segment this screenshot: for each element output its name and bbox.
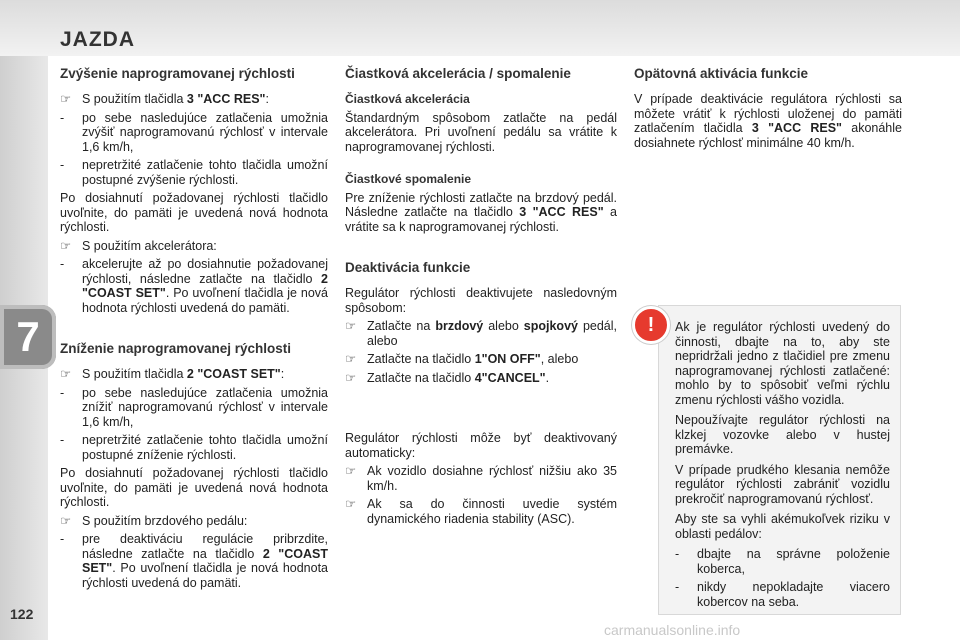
paragraph: Regulátor rýchlosti deaktivujete nasledovným spôsobom: bbox=[345, 286, 617, 315]
list-item: ☞ Zatlačte na tlačidlo 1"ON OFF", alebo bbox=[345, 352, 579, 366]
bullet-icon: ☞ bbox=[60, 367, 72, 381]
section-title-partial: Čiastková akcelerácia / spomalenie bbox=[345, 66, 571, 81]
paragraph: V prípade deaktivácie regulátora rýchlosti sa môžete vrátiť k rýchlosti uloženej do pamäti zatlačením tlačidla 3 "ACC RES" akonáhle dosiahnete rýchlosť minimálne 40 km/h. bbox=[634, 92, 902, 150]
column-speed-adjust bbox=[60, 66, 328, 594]
page-title: JAZDA bbox=[60, 28, 136, 51]
bullet-icon: ☞ bbox=[345, 352, 357, 366]
list-item: - pre deaktiváciu regulácie pribrzdite, následne zatlačte na tlačidlo 2 "COAST SET". Po uvoľnení tlačidla je nová hodnota rýchlosti uvedená do pamäti. bbox=[60, 532, 328, 590]
bullet-icon: ☞ bbox=[60, 513, 72, 528]
dash-marker: - bbox=[675, 547, 680, 561]
list-item: - nikdy nepokladajte viacero kobercov na seba. bbox=[675, 580, 890, 609]
section-title-decrease: Zníženie naprogramovanej rýchlosti bbox=[60, 341, 292, 356]
list-item: ☞ S použitím tlačidla 3 "ACC RES": bbox=[60, 92, 269, 106]
dash-marker: - bbox=[60, 385, 65, 400]
watermark: carmanualsonline.info bbox=[604, 622, 741, 638]
chapter-tab[interactable]: 7 bbox=[0, 305, 56, 369]
bullet-icon: ☞ bbox=[345, 319, 357, 333]
list-item: ☞ Ak vozidlo dosiahne rýchlosť nižšiu ako 35 km/h. bbox=[345, 464, 617, 493]
warning-exclamation-icon: ! bbox=[632, 306, 670, 344]
list-item: ☞ Zatlačte na brzdový alebo spojkový pedál, alebo bbox=[345, 319, 617, 348]
paragraph: Štandardným spôsobom zatlačte na pedál akcelerátora. Pri uvoľnení pedálu sa vrátite k naprogramovanej rýchlosti. bbox=[345, 110, 617, 154]
dash-marker: - bbox=[60, 532, 65, 546]
dash-marker: - bbox=[60, 158, 65, 172]
list-item: - akcelerujte až po dosiahnutie požadovanej rýchlosti, následne zatlačte na tlačidlo 2 "COAST SET". Po uvoľnení tlačidla je nová hodnota rýchlosti uvedená do pamäti. bbox=[60, 257, 329, 315]
bullet-icon: ☞ bbox=[345, 497, 357, 511]
list-item: - po sebe nasledujúce zatlačenia umožnia zvýšiť naprogramovanú rýchlosť v intervale 1,6 km/h, bbox=[60, 110, 328, 154]
dash-marker: - bbox=[60, 257, 65, 271]
column-reactivation bbox=[634, 66, 902, 154]
paragraph: Regulátor rýchlosti môže byť deaktivovaný automaticky: bbox=[345, 431, 617, 460]
bullet-icon: ☞ bbox=[60, 238, 72, 253]
list-item: ☞ S použitím tlačidla 2 "COAST SET": bbox=[60, 367, 285, 381]
paragraph: Pre zníženie rýchlosti zatlačte na brzdový pedál. Následne zatlačte na tlačidlo 3 "ACC RES" a vrátite sa k naprogramovanej rýchlosti. bbox=[345, 190, 617, 234]
list-item: ☞ Ak sa do činnosti uvedie systém dynamického riadenia stability (ASC). bbox=[345, 497, 617, 526]
paragraph: Po dosiahnutí požadovanej rýchlosti tlačidlo uvoľnite, do pamäti je uvedená nová hodnota rýchlosti. bbox=[60, 191, 328, 234]
warning-paragraph: Nepoužívajte regulátor rýchlosti na klzkej vozovke alebo v hustej premávke. bbox=[675, 413, 890, 456]
subheading-acceleration: Čiastková akcelerácia bbox=[345, 92, 470, 106]
list-item: ☞ S použitím brzdového pedálu: bbox=[60, 513, 248, 528]
bullet-icon: ☞ bbox=[345, 370, 357, 385]
paragraph: Po dosiahnutí požadovanej rýchlosti tlačidlo uvoľnite, do pamäti je uvedená nová hodnota rýchlosti. bbox=[60, 466, 328, 509]
list-item: ☞ Zatlačte na tlačidlo 4"CANCEL". bbox=[345, 370, 550, 385]
list-item: - nepretržité zatlačenie tohto tlačidla umožní postupné zvýšenie rýchlosti. bbox=[60, 158, 328, 187]
section-title-deactivation: Deaktivácia funkcie bbox=[345, 260, 471, 275]
page-number: 122 bbox=[10, 606, 34, 622]
bullet-icon: ☞ bbox=[345, 464, 357, 478]
subheading-deceleration: Čiastkové spomalenie bbox=[345, 172, 472, 186]
warning-paragraph: V prípade prudkého klesania nemôže regulátor rýchlosti zabrániť vozidlu prekročiť naprogramovanú rýchlosť. bbox=[675, 462, 890, 506]
section-title-reactivation: Opätovná aktivácia funkcie bbox=[634, 66, 809, 81]
dash-marker: - bbox=[60, 110, 65, 125]
column-partial-and-deactivation bbox=[345, 66, 617, 530]
dash-marker: - bbox=[675, 580, 680, 594]
dash-marker: - bbox=[60, 433, 65, 447]
list-item: ☞ S použitím akcelerátora: bbox=[60, 238, 217, 253]
warning-paragraph: Ak je regulátor rýchlosti uvedený do činnosti, dbajte na to, aby ste nepridržali jedno z tlačidiel pre zmenu naprogramovanej rýchlosti zatlačené: mohlo by to spôsobiť veľmi rýchlu zmenu rýchlosti vášho vozidla. bbox=[675, 320, 890, 407]
list-item: - nepretržité zatlačenie tohto tlačidla umožní postupné zníženie rýchlosti. bbox=[60, 433, 328, 462]
list-item: - po sebe nasledujúce zatlačenia umožnia znížiť naprogramovanú rýchlosť v intervale 1,6 km/h, bbox=[60, 385, 328, 429]
warning-paragraph: Aby ste sa vyhli akémukoľvek riziku v oblasti pedálov: bbox=[675, 512, 890, 541]
warning-box bbox=[658, 305, 901, 615]
list-item: - dbajte na správne položenie koberca, bbox=[675, 547, 890, 576]
bullet-icon: ☞ bbox=[60, 92, 72, 106]
header-band bbox=[0, 0, 960, 56]
section-title-increase: Zvýšenie naprogramovanej rýchlosti bbox=[60, 66, 295, 81]
